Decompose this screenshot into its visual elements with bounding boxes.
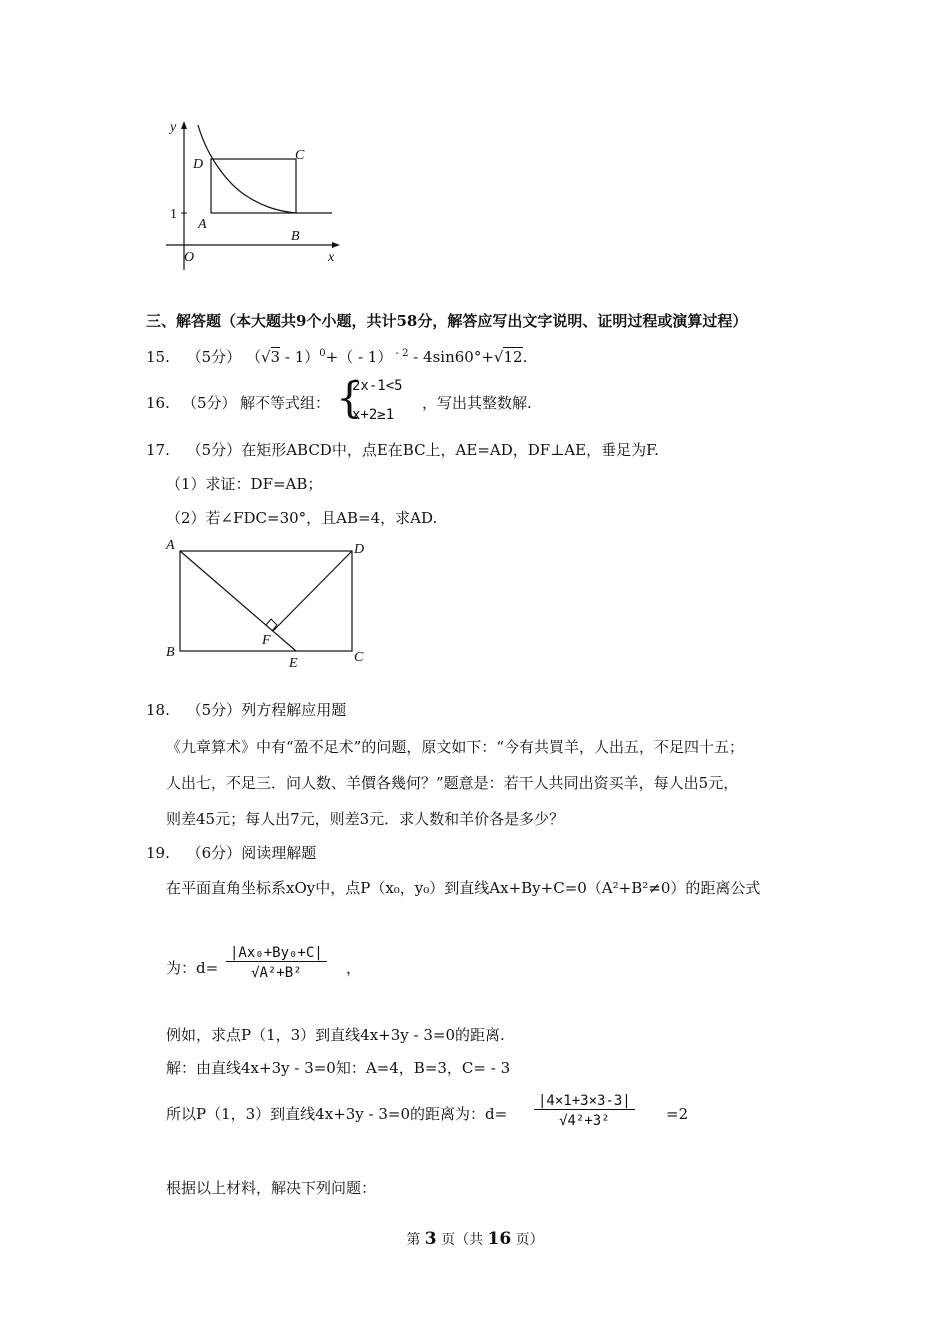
q17-score: （5分） bbox=[186, 441, 242, 459]
q18-line2: 人出七，不足三．问人数、羊價各幾何？”题意是：若干人共同出资买羊，每人出5元， bbox=[166, 774, 739, 792]
x-axis-arrow bbox=[332, 242, 340, 248]
rectangle-abcd bbox=[211, 159, 296, 213]
q19-number: 19. bbox=[146, 844, 170, 862]
q15-sqrt12: 12 bbox=[503, 348, 523, 366]
footer-post: 页） bbox=[515, 1232, 544, 1248]
footer-mid: 页（共 bbox=[441, 1232, 484, 1248]
curve bbox=[198, 125, 332, 213]
q19-line3: 例如，求点P（1，3）到直线4x+3y - 3=0的距离. bbox=[166, 1026, 505, 1044]
q15-score: （5分） bbox=[186, 348, 242, 366]
label-one: 1 bbox=[170, 207, 177, 222]
q15-text-d: - 4sin60°+ bbox=[408, 348, 494, 366]
q15-text-e: . bbox=[522, 348, 528, 366]
q19-line5-prefix: 所以P（1，3）到直线4x+3y - 3=0的距离为：d= bbox=[166, 1105, 508, 1123]
q16-brace: { bbox=[336, 373, 363, 422]
label-c: C bbox=[354, 650, 364, 665]
label-d: D bbox=[354, 542, 365, 557]
label-origin: O bbox=[184, 250, 195, 265]
q19-formula-suffix: ， bbox=[346, 959, 362, 977]
q17-sub2: （2）若∠FDC=30°，且AB=4，求AD. bbox=[166, 509, 438, 527]
q16-inequality-1: 2x-1<5 bbox=[352, 378, 403, 394]
q16-score: （5分） bbox=[182, 394, 237, 412]
question-15 bbox=[146, 344, 527, 367]
q15-text-b: - 1） bbox=[280, 348, 320, 366]
q19-example-numerator: |4×1+3×3-3| bbox=[534, 1093, 635, 1110]
q15-sqrt3: 3 bbox=[270, 348, 281, 366]
q17-number: 17. bbox=[146, 441, 170, 459]
figure-coordinate-plane bbox=[150, 115, 350, 275]
q18-line1: 《九章算术》中有“盈不足术”的问题，原文如下：“今有共買羊，人出五，不足四十五； bbox=[166, 738, 745, 756]
q15-text-a: （ bbox=[245, 348, 261, 366]
label-b: B bbox=[166, 645, 175, 660]
q15-exp0: 0 bbox=[319, 348, 326, 359]
footer-total-pages: 16 bbox=[487, 1229, 512, 1249]
q16-number: 16. bbox=[146, 394, 170, 412]
q19-formula-prefix: 为：d= bbox=[166, 959, 219, 977]
q15-number: 15. bbox=[146, 348, 170, 366]
q18-score: （5分） bbox=[186, 701, 242, 719]
segment-ae bbox=[180, 551, 296, 651]
q15-exp-neg2: - 2 bbox=[392, 348, 409, 359]
q19-title: 阅读理解题 bbox=[241, 844, 317, 862]
label-y: y bbox=[170, 120, 177, 135]
q19-example-fraction bbox=[534, 1093, 635, 1129]
figure-rectangle-abcd bbox=[160, 535, 380, 675]
q19-formula-denominator: √A²+B² bbox=[251, 965, 302, 981]
label-x: x bbox=[328, 250, 335, 265]
section-heading: 三、解答题（本大题共9个小题，共计58分，解答应写出文字说明、证明过程或演算过程） bbox=[146, 312, 748, 330]
y-axis-arrow bbox=[181, 121, 187, 129]
label-d: D bbox=[193, 157, 204, 172]
q16-text-a: 解不等式组： bbox=[240, 394, 331, 412]
q19-line4: 解：由直线4x+3y - 3=0知：A=4，B=3，C= - 3 bbox=[166, 1059, 511, 1077]
q19-line1: 在平面直角坐标系xOy中，点P（x₀，y₀）到直线Ax+By+C=0（A²+B²≠0）的距离公式 bbox=[166, 879, 761, 897]
q17-text: 在矩形ABCD中，点E在BC上，AE=AD，DF⊥AE，垂足为F. bbox=[241, 441, 659, 459]
page-footer bbox=[0, 1229, 950, 1250]
q16-text-b: ，写出其整数解. bbox=[422, 394, 532, 412]
question-18 bbox=[146, 700, 346, 720]
q17-sub1: （1）求证：DF=AB； bbox=[166, 475, 323, 493]
question-17 bbox=[146, 440, 659, 460]
q19-score: （6分） bbox=[186, 844, 242, 862]
label-a: A bbox=[166, 538, 175, 553]
q19-line6: 根据以上材料，解决下列问题： bbox=[166, 1179, 377, 1197]
q19-formula-fraction bbox=[226, 945, 327, 981]
label-e: E bbox=[289, 656, 298, 671]
q15-text-c: +（ - 1） bbox=[325, 348, 393, 366]
q19-line5-suffix: =2 bbox=[666, 1105, 689, 1123]
sqrt-sign: √ bbox=[493, 348, 504, 366]
footer-pre: 第 bbox=[406, 1232, 421, 1248]
sqrt-sign: √ bbox=[260, 348, 271, 366]
label-b: B bbox=[291, 229, 300, 244]
q19-formula-numerator: |Ax₀+By₀+C| bbox=[226, 945, 327, 962]
q18-title: 列方程解应用题 bbox=[241, 701, 347, 719]
q16-inequality-2: x+2≥1 bbox=[352, 407, 395, 423]
question-19 bbox=[146, 843, 316, 863]
q18-number: 18. bbox=[146, 701, 170, 719]
q18-line3: 则差45元；每人出7元，则差3元．求人数和羊价各是多少？ bbox=[166, 810, 565, 828]
q19-example-denominator: √4²+3² bbox=[559, 1113, 610, 1129]
label-a: A bbox=[198, 217, 207, 232]
footer-page-number: 3 bbox=[424, 1229, 437, 1249]
label-c: C bbox=[295, 148, 305, 163]
segment-df bbox=[273, 551, 352, 631]
label-f: F bbox=[262, 633, 271, 648]
